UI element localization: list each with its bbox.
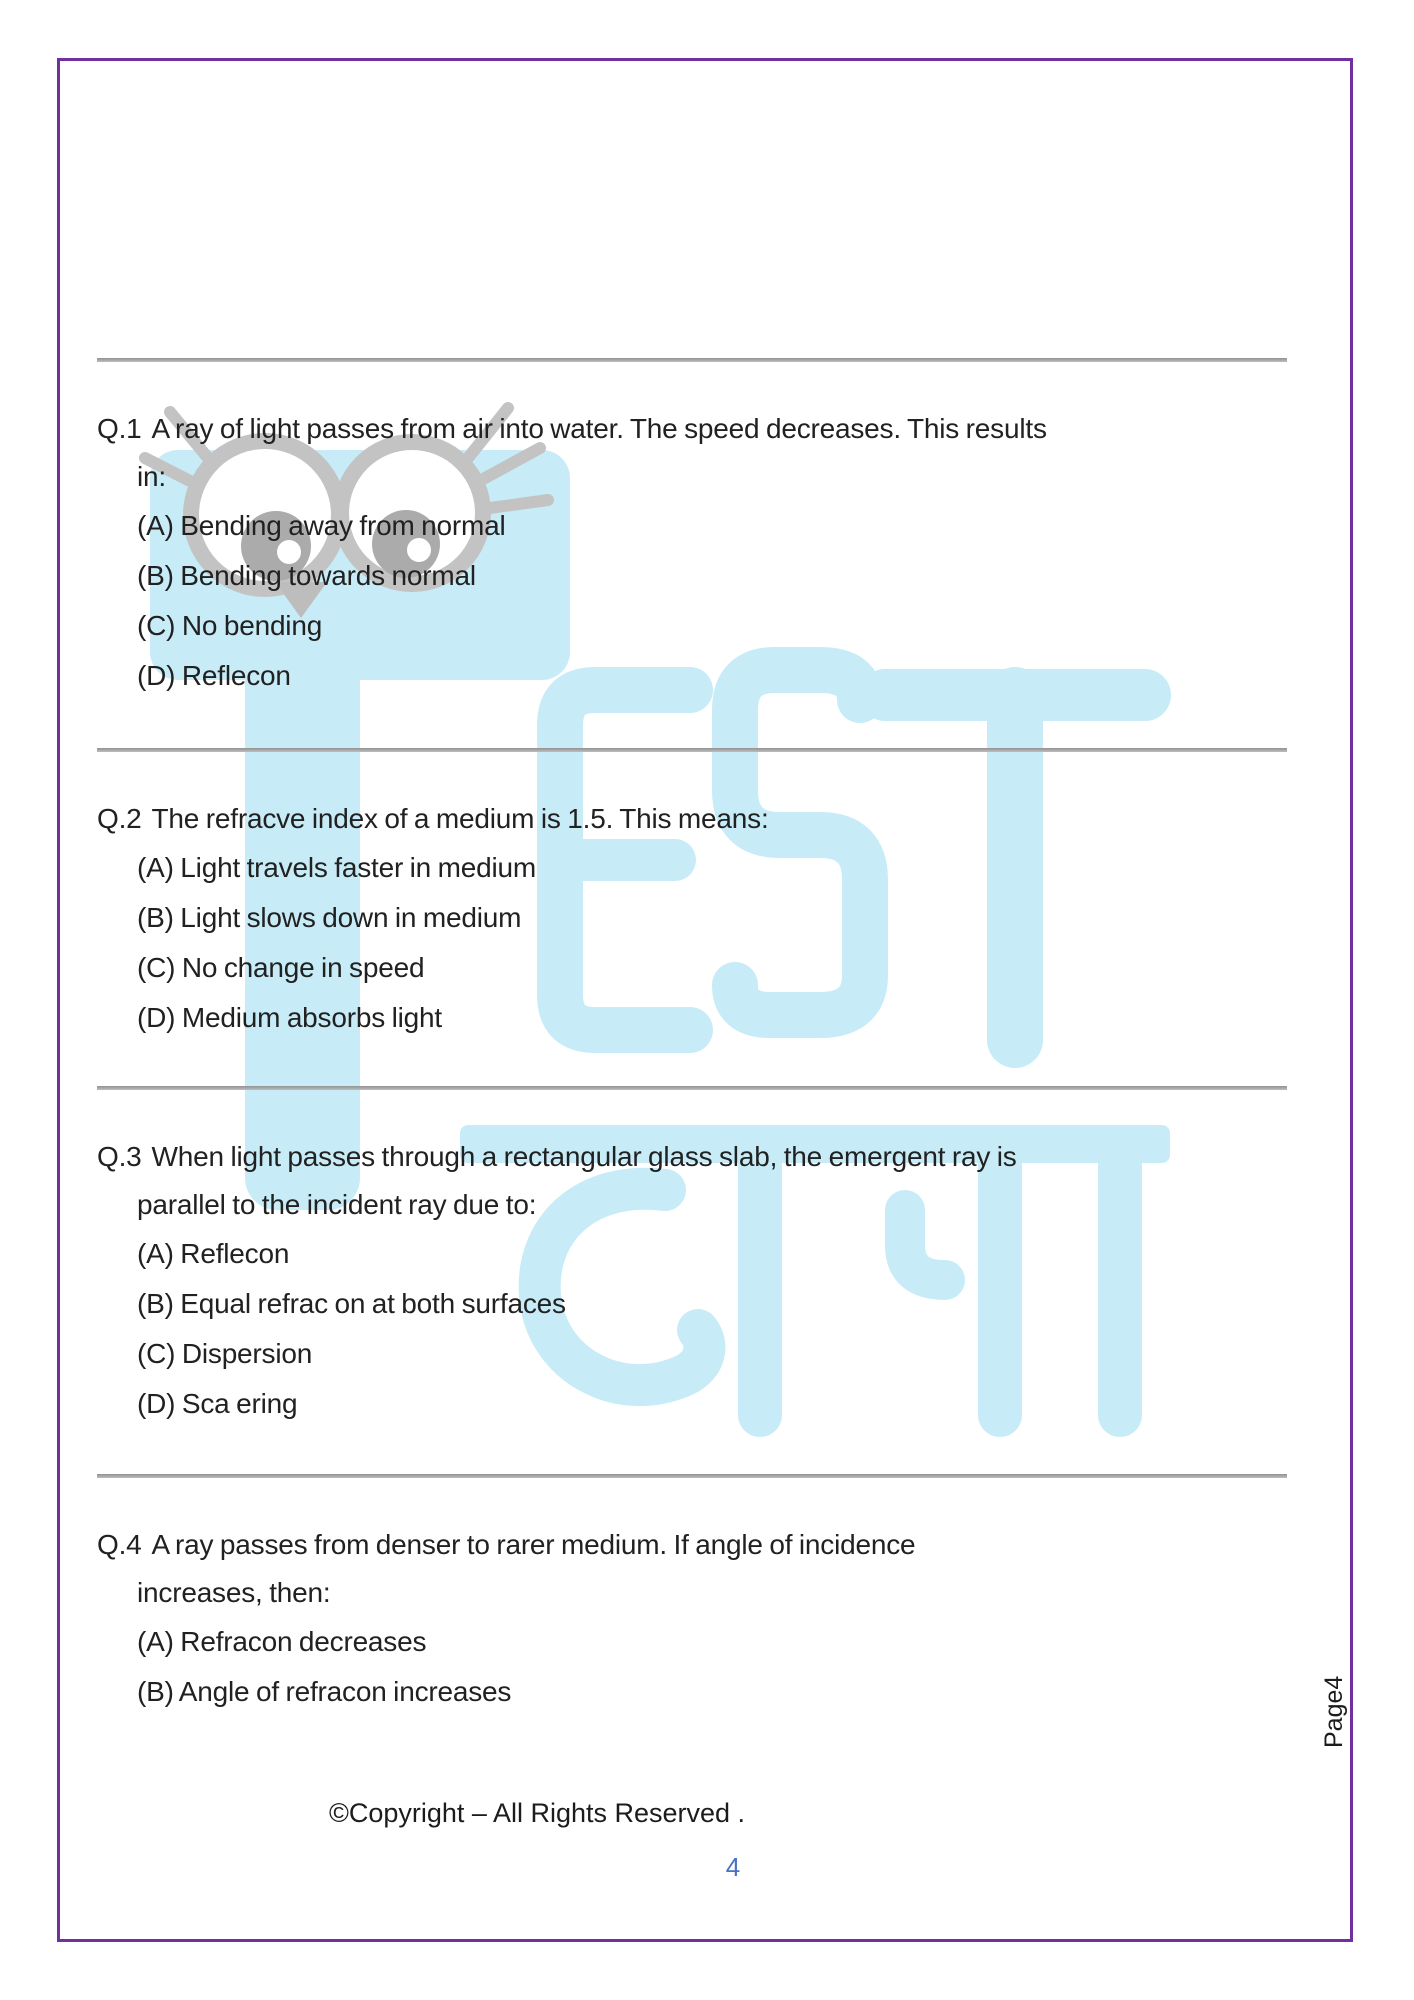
- option-d: (D) Sca ering: [137, 1388, 298, 1419]
- question-text-line: The refracve index of a medium is 1.5. This means:: [151, 803, 769, 834]
- section-divider: [97, 1474, 1287, 1478]
- option-a: (A) Bending away from normal: [137, 510, 506, 541]
- question-q1: [97, 405, 1347, 701]
- option-d: (D) Medium absorbs light: [137, 1002, 442, 1033]
- question-q3: [97, 1133, 1347, 1429]
- option-b: (B) Bending towards normal: [137, 560, 476, 591]
- option-d: (D) Reflecon: [137, 660, 291, 691]
- option-a: (A) Light travels faster in medium: [137, 852, 537, 883]
- option-c: (C) Dispersion: [137, 1338, 313, 1369]
- question-q2: [97, 795, 1347, 1043]
- question-number: Q.3: [97, 1141, 142, 1172]
- question-text-line: increases, then:: [137, 1577, 331, 1608]
- option-a: (A) Reflecon: [137, 1238, 290, 1269]
- question-text-line: parallel to the incident ray due to:: [137, 1189, 537, 1220]
- page-number: 4: [725, 1852, 741, 1882]
- question-text-line: A ray of light passes from air into water. The speed decreases. This results: [151, 413, 1047, 444]
- question-text-line: A ray passes from denser to rarer medium. If angle of incidence: [151, 1529, 916, 1560]
- question-heading: [97, 405, 1347, 453]
- section-divider: [97, 748, 1287, 752]
- question-heading: [97, 1521, 1347, 1569]
- question-text-line: When light passes through a rectangular glass slab, the emergent ray is: [151, 1141, 1017, 1172]
- option-b: (B) Light slows down in medium: [137, 902, 522, 933]
- question-number: Q.2: [97, 803, 142, 834]
- option-b: (B) Equal refrac on at both surfaces: [137, 1288, 566, 1319]
- question-q4: [97, 1521, 1347, 1717]
- question-heading: [97, 795, 1347, 843]
- question-number: Q.1: [97, 413, 142, 444]
- option-b: (B) Angle of refracon increases: [137, 1676, 512, 1707]
- section-divider: [97, 358, 1287, 362]
- option-c: (C) No change in speed: [137, 952, 425, 983]
- option-a: (A) Refracon decreases: [137, 1626, 427, 1657]
- question-heading: [97, 1133, 1347, 1181]
- option-c: (C) No bending: [137, 610, 323, 641]
- question-text-line: in:: [137, 461, 166, 492]
- section-divider: [97, 1086, 1287, 1090]
- copyright-notice: ©Copyright – All Rights Reserved .: [328, 1798, 746, 1828]
- question-number: Q.4: [97, 1529, 142, 1560]
- side-page-label: Page4: [1320, 1675, 1348, 1748]
